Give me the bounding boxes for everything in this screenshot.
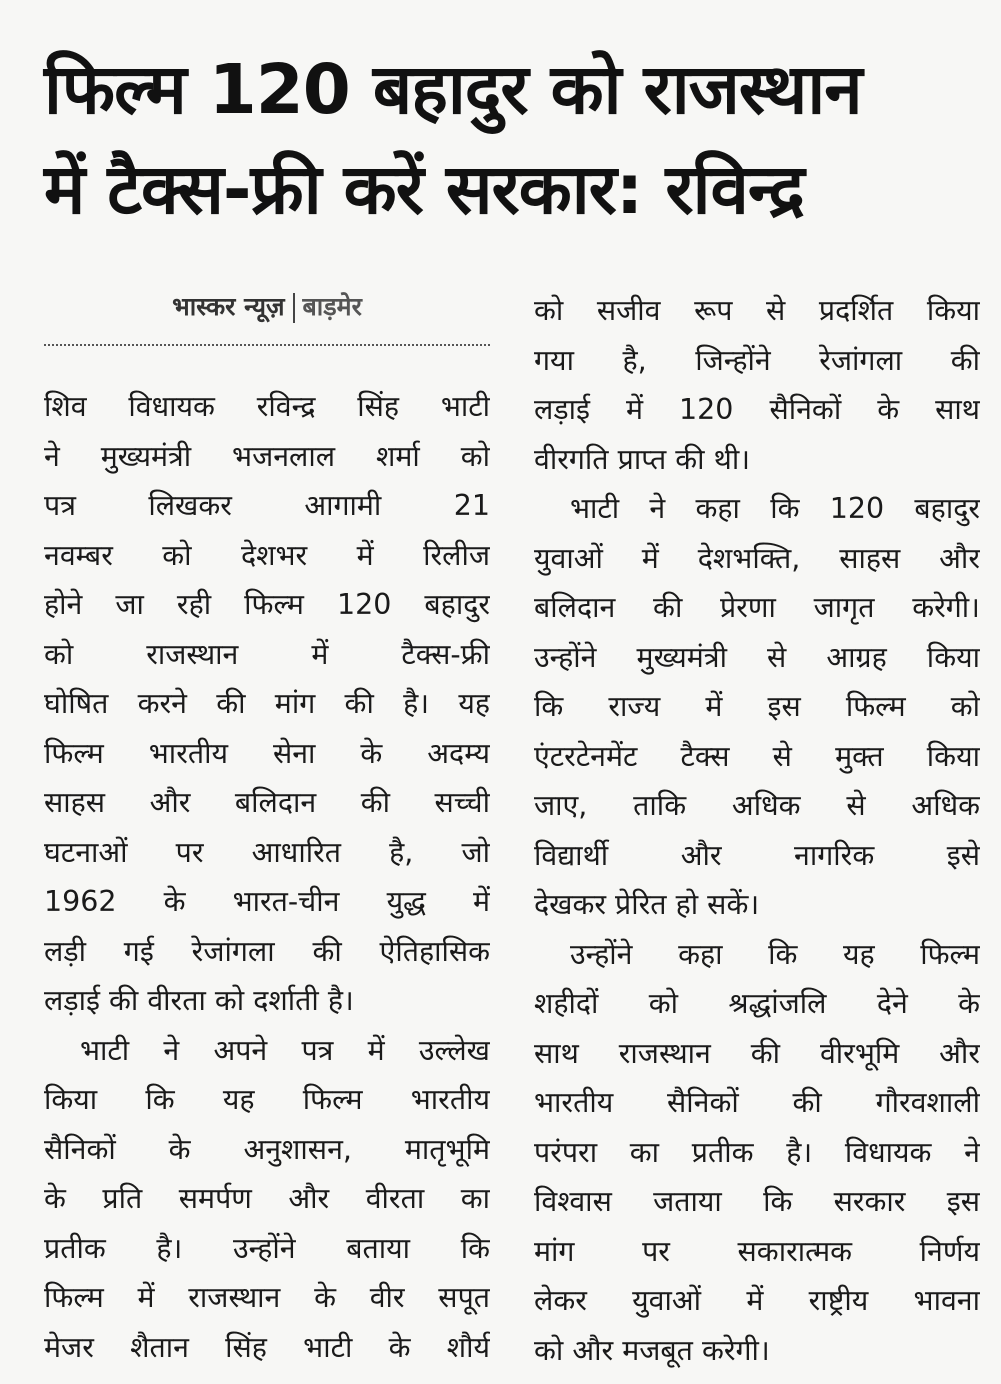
headline — [44, 40, 974, 240]
headline-line-1: फिल्म 120 बहादुर को राजस्थान — [44, 50, 862, 130]
article-line: सैनिकों के अनुशासन, मातृभूमि — [44, 1132, 490, 1166]
article-line: मांग पर सकारात्मक निर्णय — [534, 1234, 980, 1268]
article-line: मेजर शैतान सिंह भाटी के शौर्य — [44, 1330, 490, 1364]
article-line: विद्यार्थी और नागरिक इसे — [534, 838, 980, 872]
byline-agency: भास्कर न्यूज़ — [172, 292, 285, 321]
article-line: घोषित करने की मांग की है। यह — [44, 687, 490, 720]
article-line: घटनाओं पर आधारित है, जो — [44, 835, 490, 869]
article-line: किया कि यह फिल्म भारतीय — [44, 1083, 490, 1116]
article-line: होने जा रही फिल्म 120 बहादुर — [44, 588, 490, 621]
article-line: साहस और बलिदान की सच्ची — [44, 786, 490, 819]
headline-line-2: में टैक्स-फ्री करें सरकार: रविन्द्र — [44, 150, 804, 230]
article-line: शहीदों को श्रद्धांजलि देने के — [534, 987, 980, 1020]
article-line: लड़ाई की वीरता को दर्शाती है। — [44, 984, 354, 1017]
byline-place: बाड़मेर — [302, 292, 362, 321]
article-line: भारतीय सैनिकों की गौरवशाली — [534, 1086, 980, 1119]
article-line: उन्होंने मुख्यमंत्री से आग्रह किया — [534, 640, 980, 674]
article-line: विश्वास जताया कि सरकार इस — [534, 1185, 980, 1218]
article-line: फिल्म में राजस्थान के वीर सपूत — [44, 1281, 490, 1314]
article-line: शिव विधायक रविन्द्र सिंह भाटी — [44, 390, 490, 423]
byline-divider — [293, 293, 295, 323]
article-line: को राजस्थान में टैक्स-फ्री — [44, 637, 490, 671]
article-line: को और मजबूत करेगी। — [534, 1333, 770, 1367]
article-line: पत्र लिखकर आगामी 21 — [44, 489, 490, 522]
dotted-rule — [44, 344, 490, 346]
article-line: बलिदान की प्रेरणा जागृत करेगी। — [534, 591, 980, 624]
article-line: साथ राजस्थान की वीरभूमि और — [534, 1036, 980, 1070]
byline — [44, 284, 490, 330]
article-line: देखकर प्रेरित हो सकें। — [534, 888, 760, 921]
article-line: के प्रति समर्पण और वीरता का — [44, 1182, 490, 1215]
article-line: फिल्म भारतीय सेना के अदम्य — [44, 736, 490, 770]
article-line: 1962 के भारत-चीन युद्ध में — [44, 885, 490, 918]
article-line: को सजीव रूप से प्रदर्शित किया — [534, 294, 980, 327]
article-line: ने मुख्यमंत्री भजनलाल शर्मा को — [44, 439, 490, 473]
article-line: प्रतीक है। उन्होंने बताया कि — [44, 1231, 490, 1265]
article-line: युवाओं में देशभक्ति, साहस और — [534, 541, 980, 575]
article-line: नवम्बर को देशभर में रिलीज — [44, 538, 490, 572]
article-line: लड़ाई में 120 सैनिकों के साथ — [534, 393, 980, 426]
article-line: भाटी ने कहा कि 120 बहादुर — [570, 492, 980, 525]
article-line: लड़ी गई रेजांगला की ऐतिहासिक — [44, 934, 490, 968]
article-line: जाए, ताकि अधिक से अधिक — [534, 789, 980, 822]
article-line: भाटी ने अपने पत्र में उल्लेख — [80, 1033, 490, 1067]
article-line: परंपरा का प्रतीक है। विधायक ने — [534, 1135, 980, 1169]
article-line: एंटरटेनमेंट टैक्स से मुक्त किया — [534, 739, 980, 773]
article-line: वीरगति प्राप्त की थी। — [534, 442, 751, 476]
article-line: उन्होंने कहा कि यह फिल्म — [570, 937, 980, 971]
article-line: लेकर युवाओं में राष्ट्रीय भावना — [534, 1284, 980, 1317]
article-line: गया है, जिन्होंने रेजांगला की — [534, 343, 980, 377]
article-line: कि राज्य में इस फिल्म को — [534, 690, 980, 723]
